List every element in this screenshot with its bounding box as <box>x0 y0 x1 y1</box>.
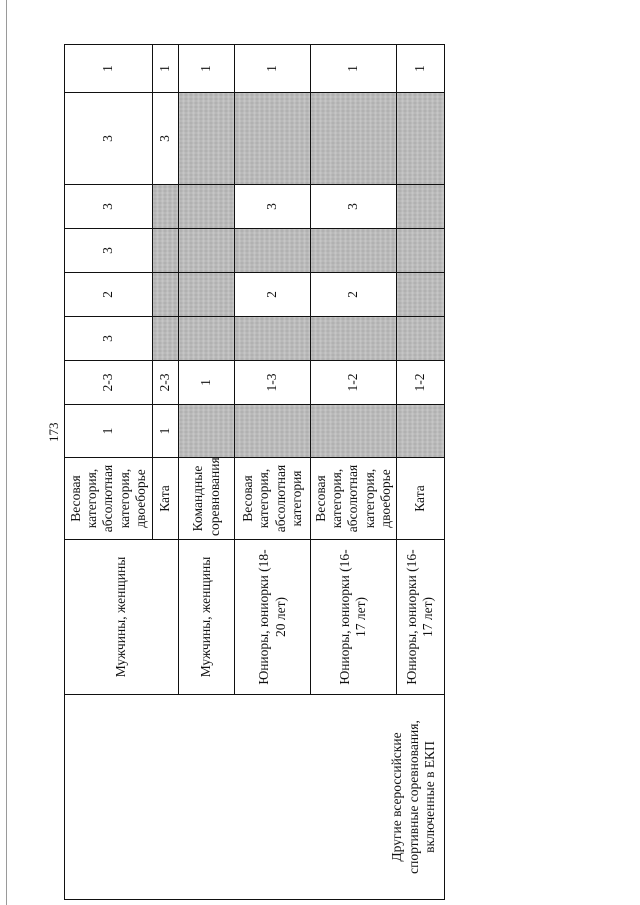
shaded-empty-cell <box>396 317 444 361</box>
place-value-cell: 2-3 <box>153 361 179 405</box>
shaded-empty-cell <box>311 93 397 185</box>
page-edge <box>6 0 7 905</box>
shaded-empty-cell <box>396 93 444 185</box>
place-value-cell: 3 <box>153 93 179 185</box>
shaded-empty-cell <box>153 273 179 317</box>
discipline-cell: Весовая категория, абсолютная категория, двоеборье <box>311 458 397 540</box>
shaded-empty-cell <box>396 185 444 229</box>
place-value-cell: 3 <box>65 317 153 361</box>
discipline-cell: Весовая категория, абсолютная категория <box>235 458 311 540</box>
rotated-table-container <box>64 45 437 900</box>
shaded-empty-cell <box>396 229 444 273</box>
place-value-cell: 1 <box>179 45 235 93</box>
place-value-cell: 1 <box>235 45 311 93</box>
shaded-empty-cell <box>179 405 235 458</box>
place-value-cell: 1-3 <box>235 361 311 405</box>
shaded-empty-cell <box>235 229 311 273</box>
competition-table <box>64 44 445 900</box>
place-value-cell: 1-2 <box>396 361 444 405</box>
age-group-cell: Мужчины, женщины <box>65 540 179 695</box>
shaded-empty-cell <box>179 317 235 361</box>
place-value-cell: 1 <box>65 405 153 458</box>
age-group-cell: Юниоры, юниорки (18-20 лет) <box>235 540 311 695</box>
shaded-empty-cell <box>153 185 179 229</box>
shaded-empty-cell <box>179 93 235 185</box>
place-value-cell: 2 <box>311 273 397 317</box>
shaded-empty-cell <box>235 317 311 361</box>
competition-name-cell: Другие всероссийские спортивные соревнования, включенные в ЕКП <box>65 695 445 900</box>
discipline-cell: Ката <box>396 458 444 540</box>
shaded-empty-cell <box>179 185 235 229</box>
place-value-cell: 1 <box>396 45 444 93</box>
place-value-cell: 1 <box>179 361 235 405</box>
shaded-empty-cell <box>179 229 235 273</box>
discipline-cell: Весовая категория, абсолютная категория, двоеборье <box>65 458 153 540</box>
place-value-cell: 2-3 <box>65 361 153 405</box>
place-value-cell: 1 <box>65 45 153 93</box>
table-row <box>65 45 153 900</box>
place-value-cell: 1 <box>153 405 179 458</box>
shaded-empty-cell <box>179 273 235 317</box>
shaded-empty-cell <box>235 93 311 185</box>
place-value-cell: 3 <box>65 229 153 273</box>
age-group-cell: Юниоры, юниорки (16-17 лет) <box>396 540 444 695</box>
place-value-cell: 2 <box>235 273 311 317</box>
shaded-empty-cell <box>235 405 311 458</box>
page-number: 173 <box>46 422 61 442</box>
place-value-cell: 3 <box>65 93 153 185</box>
shaded-empty-cell <box>153 229 179 273</box>
place-value-cell: 1-2 <box>311 361 397 405</box>
discipline-cell: Командные соревнования <box>179 458 235 540</box>
shaded-empty-cell <box>153 317 179 361</box>
place-value-cell: 3 <box>235 185 311 229</box>
shaded-empty-cell <box>311 405 397 458</box>
age-group-cell: Мужчины, женщины <box>179 540 235 695</box>
place-value-cell: 3 <box>311 185 397 229</box>
discipline-cell: Ката <box>153 458 179 540</box>
table-body <box>65 45 445 900</box>
shaded-empty-cell <box>396 273 444 317</box>
shaded-empty-cell <box>311 317 397 361</box>
place-value-cell: 1 <box>311 45 397 93</box>
age-group-cell: Юниоры, юниорки (16-17 лет) <box>311 540 397 695</box>
place-value-cell: 3 <box>65 185 153 229</box>
place-value-cell: 1 <box>153 45 179 93</box>
shaded-empty-cell <box>311 229 397 273</box>
shaded-empty-cell <box>396 405 444 458</box>
place-value-cell: 2 <box>65 273 153 317</box>
